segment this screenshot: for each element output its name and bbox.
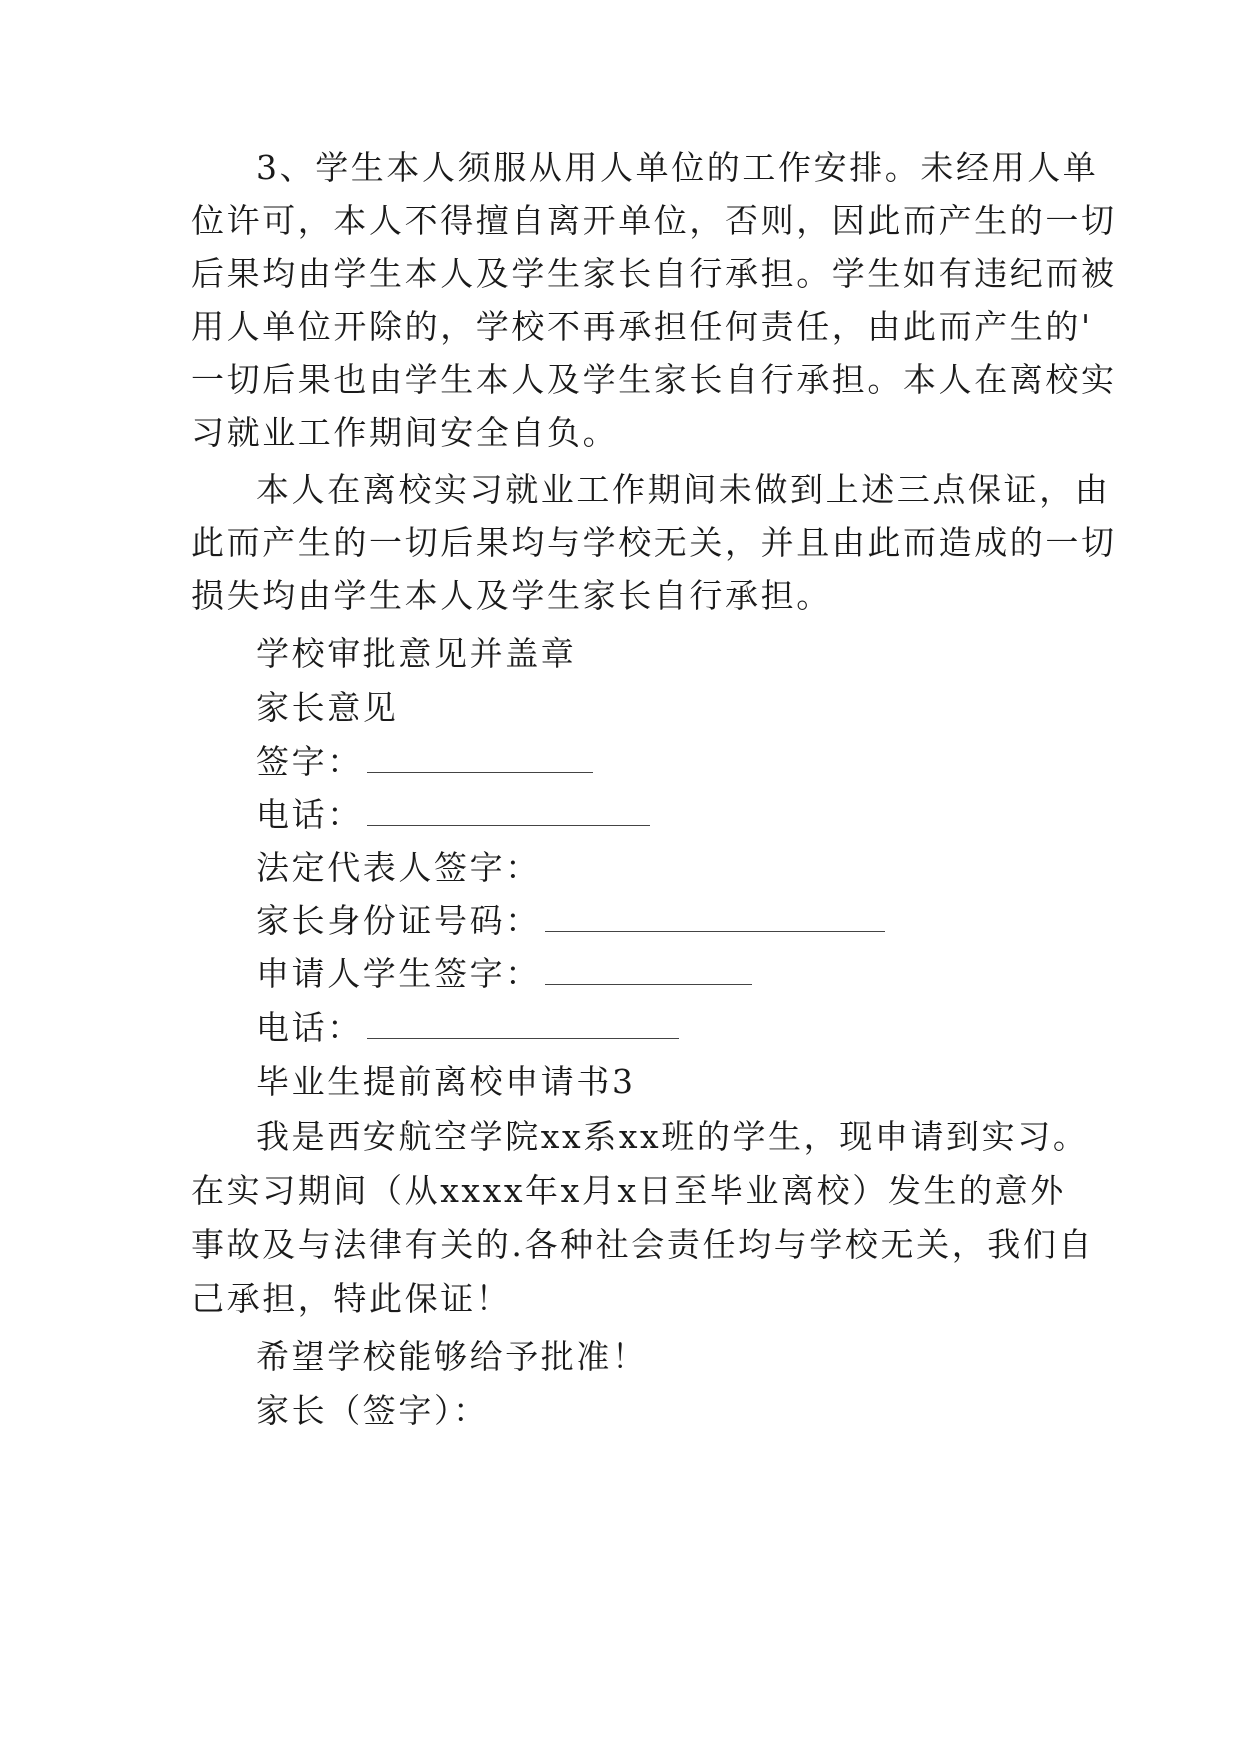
phone-label-2: 电话： (256, 1008, 363, 1047)
paragraph-line: 此而产生的一切后果均与学校无关，并且由此而造成的一切 (191, 523, 1117, 562)
phone-row-2 (256, 1008, 1116, 1048)
phone-blank-line-2 (367, 1037, 679, 1039)
signature-label: 签字： (256, 742, 363, 781)
paragraph-line: 位许可，本人不得擅自离开单位，否则，因此而产生的一切 (191, 201, 1117, 240)
paragraph-line: 用人单位开除的，学校不再承担任何责任，由此而产生的' (191, 307, 1093, 346)
phone-label: 电话： (256, 795, 363, 834)
paragraph-line: 损失均由学生本人及学生家长自行承担。 (191, 576, 832, 615)
paragraph-line: 习就业工作期间安全自负。 (191, 413, 619, 452)
paragraph-line: 我是西安航空学院xx系xx班的学生，现申请到实习。 (256, 1117, 1089, 1156)
paragraph-line: 本人在离校实习就业工作期间未做到上述三点保证，由 (256, 470, 1111, 509)
phone-blank-line (367, 824, 650, 826)
signature-blank-line (367, 771, 593, 773)
parent-id-row (256, 901, 1116, 941)
parent-signature-label: 家长（签字）： (256, 1391, 489, 1430)
paragraph-line: 后果均由学生本人及学生家长自行承担。学生如有违纪而被 (191, 254, 1117, 293)
paragraph-line: 在实习期间（从xxxx年x月x日至毕业离校）发生的意外 (191, 1171, 1066, 1210)
signature-row (256, 742, 1116, 782)
applicant-signature-row (256, 954, 1116, 994)
paragraph-line: 己承担，特此保证！ (191, 1279, 512, 1318)
paragraph-line: 一切后果也由学生本人及学生家长自行承担。本人在离校实 (191, 360, 1117, 399)
legal-representative-signature-label: 法定代表人签字： (256, 848, 541, 887)
applicant-signature-label: 申请人学生签字： (256, 954, 541, 993)
phone-row (256, 795, 1116, 835)
parent-id-label: 家长身份证号码： (256, 901, 541, 940)
school-approval-label: 学校审批意见并盖章 (256, 634, 577, 673)
parent-id-blank-line (545, 930, 885, 932)
section-title: 毕业生提前离校申请书3 (256, 1062, 636, 1101)
paragraph-line: 3、学生本人须服从用人单位的工作安排。未经用人单 (256, 148, 1099, 187)
approval-request-line: 希望学校能够给予批准！ (256, 1337, 648, 1376)
applicant-signature-blank-line (545, 983, 752, 985)
parent-opinion-label: 家长意见 (256, 688, 399, 727)
paragraph-line: 事故及与法律有关的.各种社会责任均与学校无关，我们自 (191, 1225, 1095, 1264)
